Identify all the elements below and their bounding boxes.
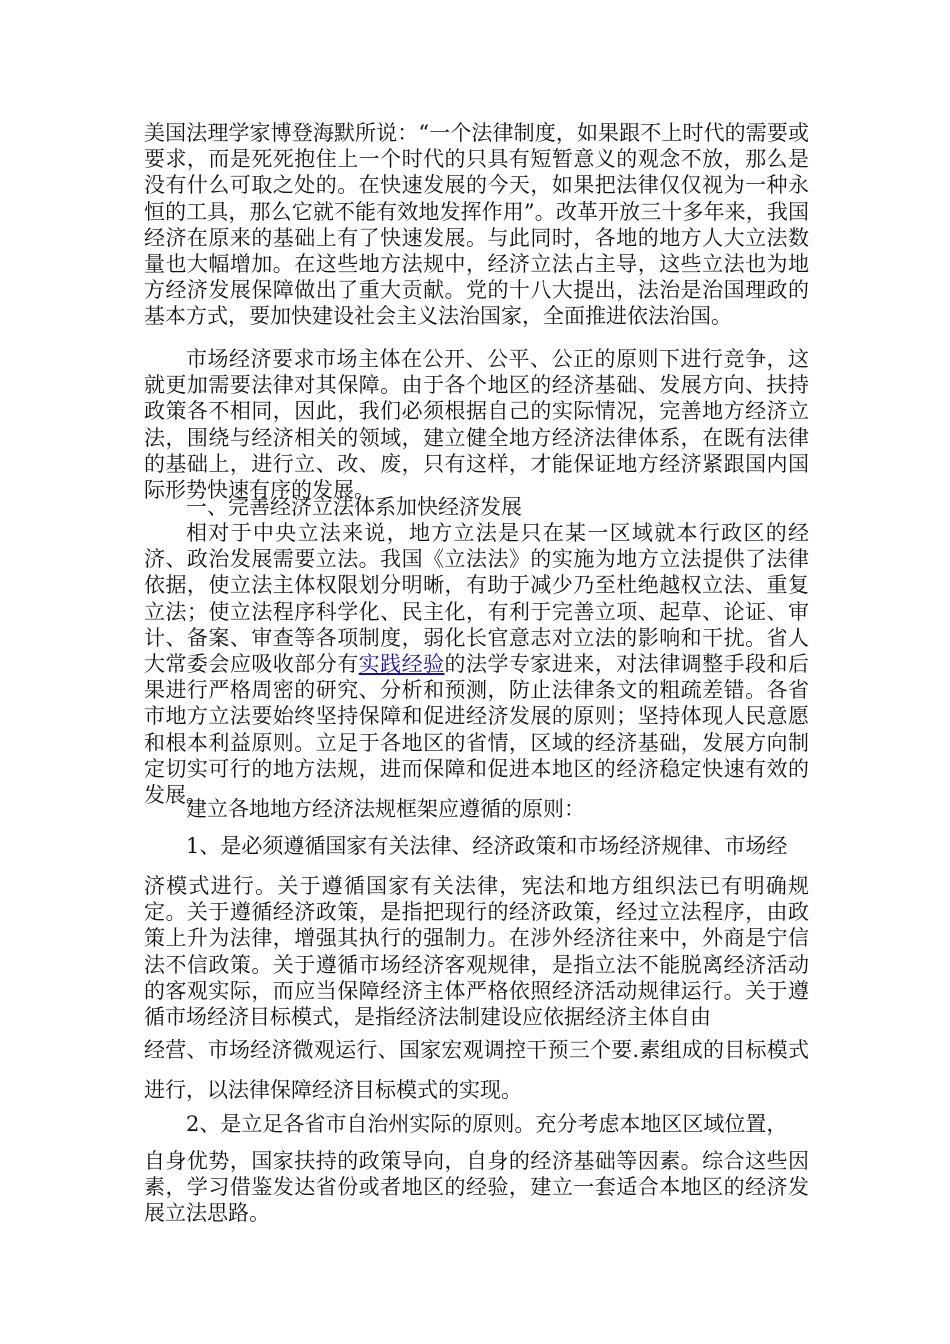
paragraph-intro: 美国法理学家博登海默所说：“一个法律制度，如果跟不上时代的需要或要求，而是死死抱住上一个时代的只具有短暂意义的观念不放，那么是没有什么可取之处的。在快速发展的今天，如果把法律仅仅视为一种永恒的工具，那么它就不能有效地发挥作用”。改革开放三十多年来，我国经济在原来的基础上有了快速发展。与此同时，各地的地方人大立法数量也大幅增加。在这些地方法规中，经济立法占主导，这些立法也为地方经济发展保障做出了重大贡献。党的十八大提出，法治是治国理政的基本方式，要加快建设社会主义法治国家，全面推进依法治国。 (144, 121, 809, 329)
paragraph-local-legislation-part1: 相对于中央立法来说，地方立法是只在某一区域就本行政区的经济、政治发展需要立法。我国《立法法》的实施为地方立法提供了法律依据，使立法主体权限划分明晰，有助于减少乃至杜绝越权立法、重复立法；使立法程序科学化、民主化，有利于完善立项、起草、论证、审计、备案、审查等各项制度，弱化长官意志对立法的影响和干扰。省人大常委会应吸收部分有 (144, 521, 809, 677)
principle-1-body: 济模式进行。关于遵循国家有关法律，宪法和地方组织法已有明确规定。关于遵循经济政策，是指把现行的经济政策，经过立法程序，由政策上升为法律，增强其执行的强制力。在涉外经济往来中，外商是宁信法不信政策。关于遵循市场经济客观规律，是指立法不能脱离经济活动的客观实际，而应当保障经济主体严格依照经济活动规律运行。关于遵循市场经济目标模式，是指经济法制建设应依据经济主体自由 (144, 874, 809, 1030)
paragraph-market-economy: 市场经济要求市场主体在公开、公平、公正的原则下进行竞争，这就更加需要法律对其保障。由于各个地区的经济基础、发展方向、扶持政策各不相同，因此，我们必须根据自己的实际情况，完善地方经济立法，围绕与经济相关的领域，建立健全地方经济法律体系，在既有法律的基础上，进行立、改、废，只有这样，才能保证地方经济紧跟国内国际形势快速有序的发展。 (144, 347, 809, 503)
principle-1-first-line: 1、是必须遵循国家有关法律、经济政策和市场经济规律、市场经 (186, 834, 788, 858)
principle-2-first-line: 2、是立足各省市自治州实际的原则。充分考虑本地区区域位置， (186, 1112, 788, 1136)
paragraph-principles-intro: 建立各地地方经济法规框架应遵循的原则： (186, 797, 585, 821)
practice-experience-link[interactable]: 实践经验 (358, 652, 445, 677)
section-heading-1: 一、完善经济立法体系加快经济发展 (186, 495, 522, 519)
principle-2-body: 自身优势，国家扶持的政策导向，自身的经济基础等因素。综合这些因素，学习借鉴发达省份或者地区的经验，建立一套适合本地区的经济发展立法思路。 (144, 1149, 809, 1226)
paragraph-local-legislation-part2: 的法学专家进来，对法律调整手段和后果进行严格周密的研究、分析和预测，防止法律条文的粗疏差错。各省市地方立法要始终坚持保障和促进经济发展的原则；坚持体现人民意愿和根本利益原则。立足于各地区的省情，区域的经济基础，发展方向制定切实可行的地方法规，进而保障和促进本地区的经济稳定快速有效的发展。 (144, 652, 810, 808)
principle-1-tail: 经营、市场经济微观运行、国家宏观调控干预三个要.素组成的目标模式进行，以法律保障经济目标模式的实现。 (144, 1038, 809, 1102)
paragraph-local-legislation (144, 520, 809, 808)
